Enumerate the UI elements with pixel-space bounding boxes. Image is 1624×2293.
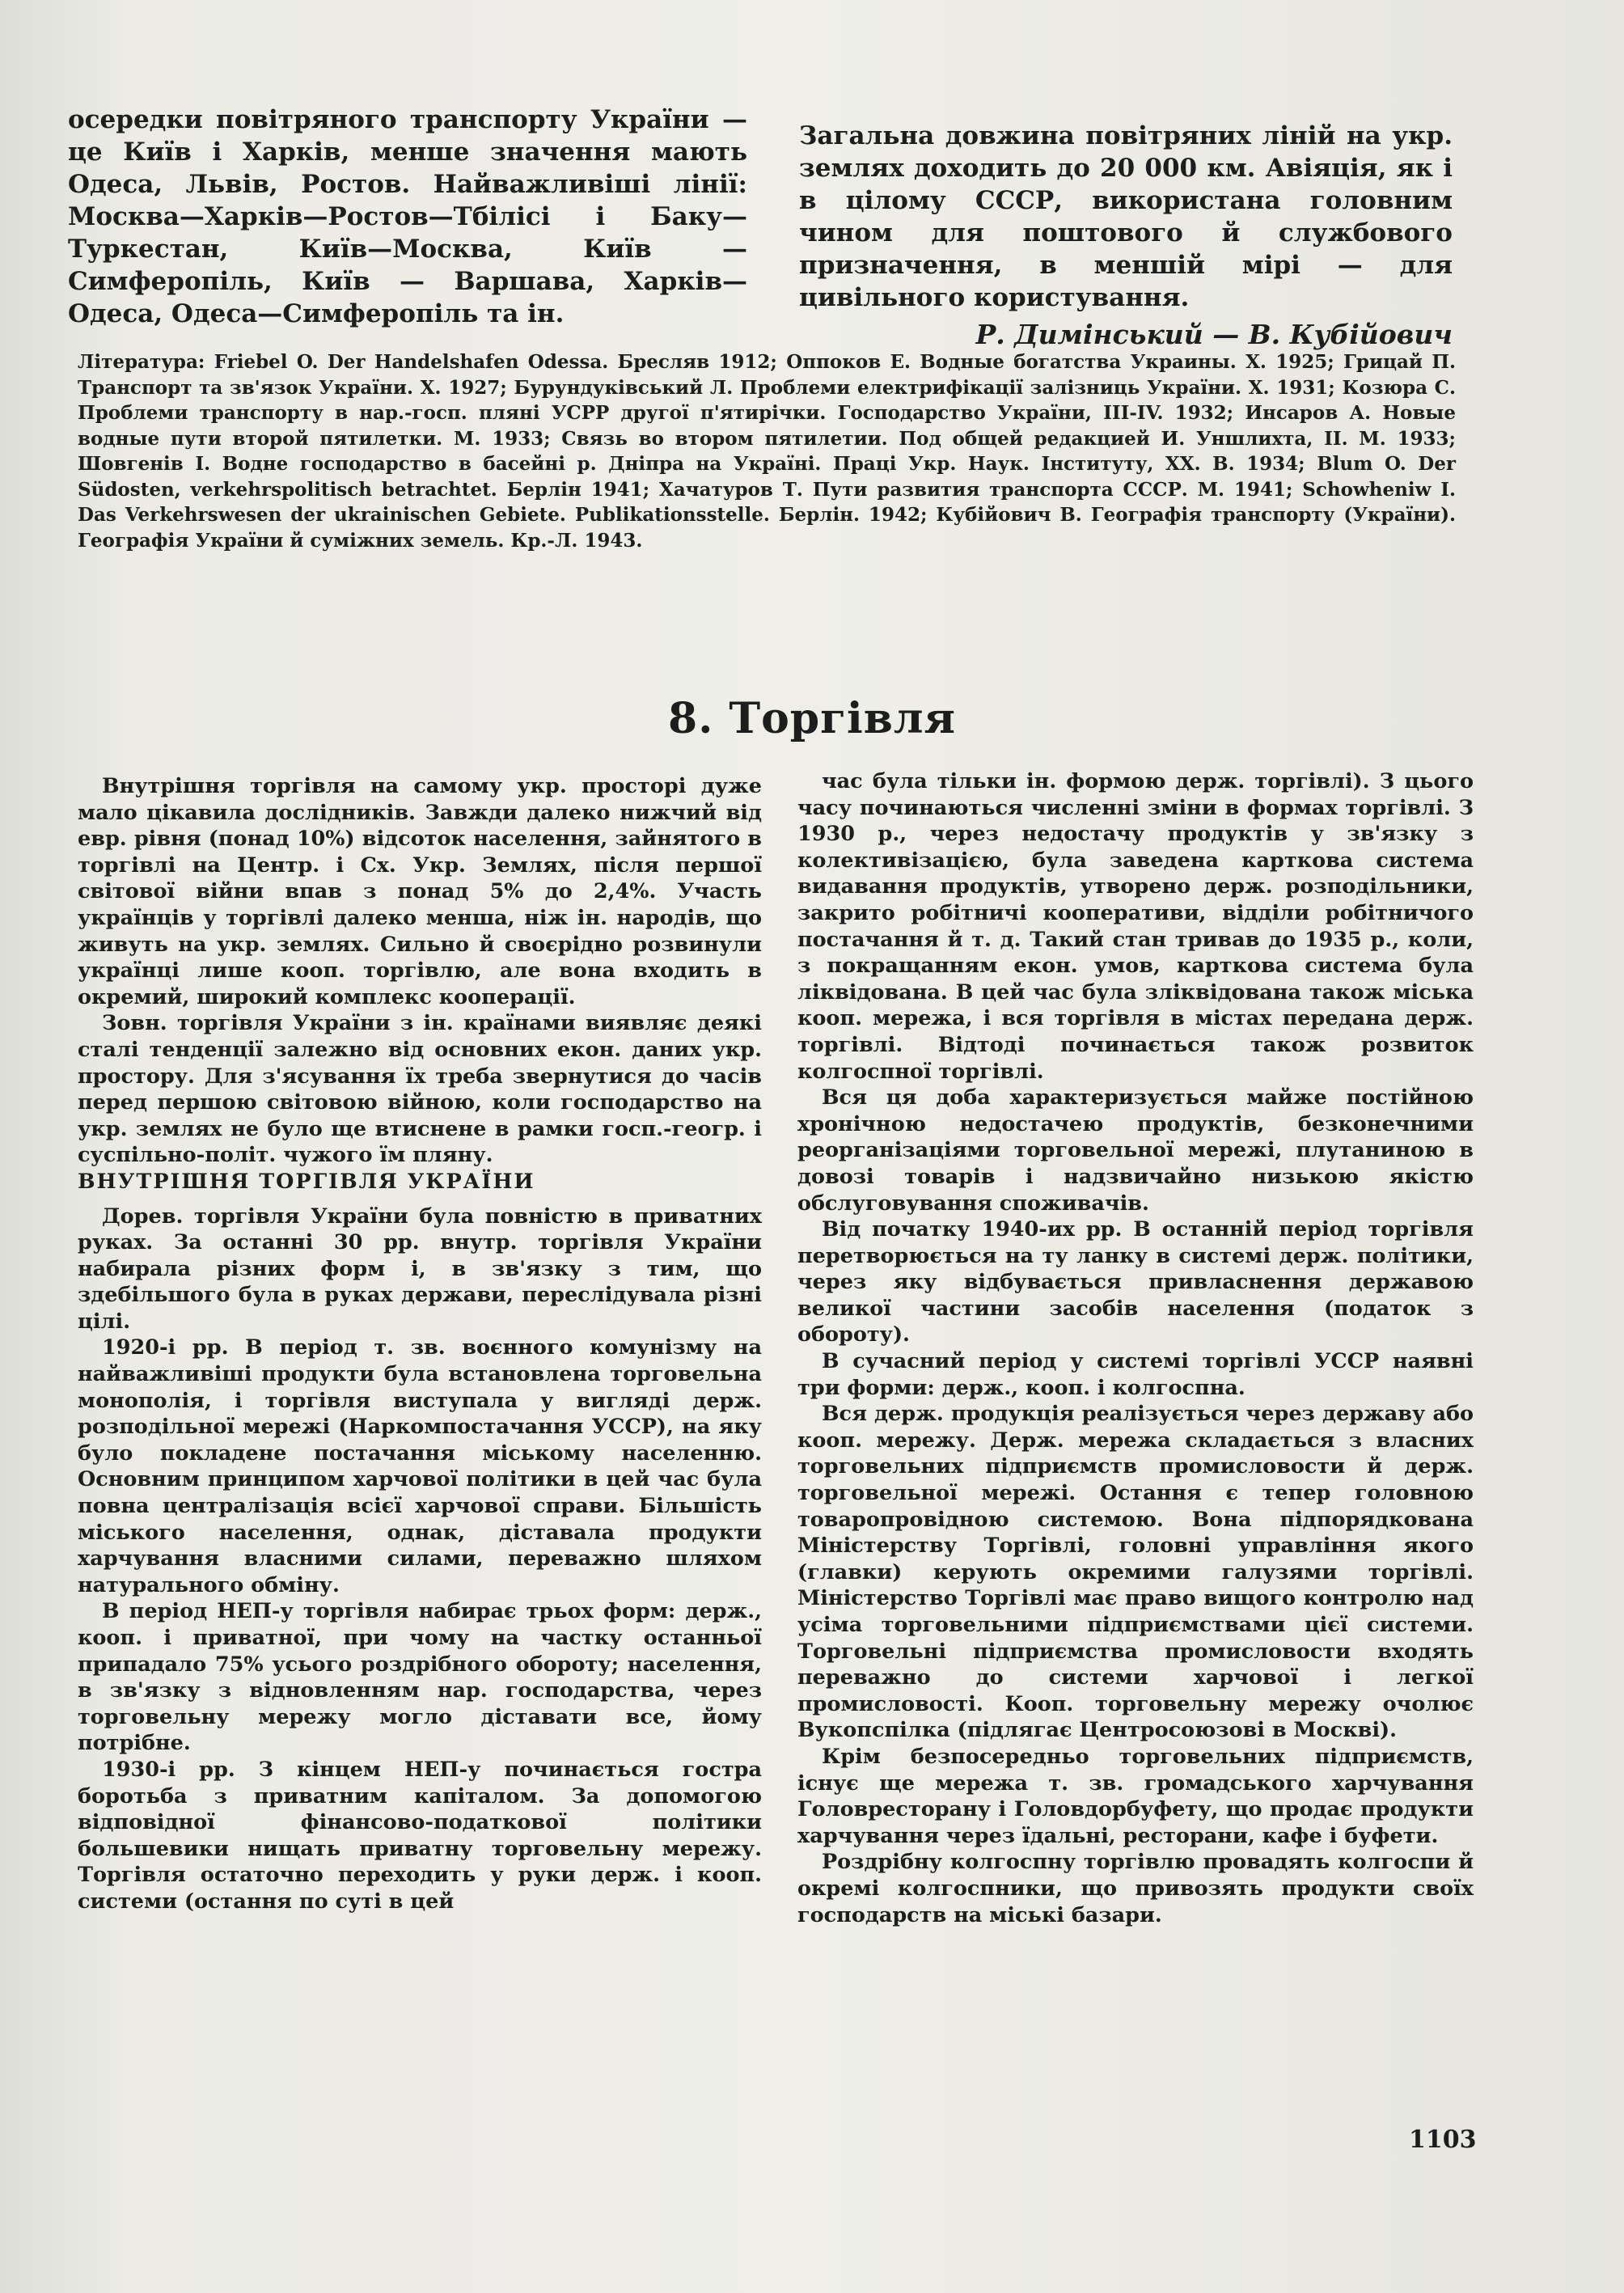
left-body-column	[78, 773, 762, 1915]
page-number: 1103	[1409, 2126, 1477, 2154]
paragraph: Дорев. торгівля України була повністю в приватних руках. За останні 30 рр. внутр. торгівля України набирала різних форм і, в зв'язку з тим, що здебільшого була в руках держави, переслідувала різні цілі.	[78, 1204, 762, 1334]
paragraph: час була тільки ін. формою держ. торгівлі). З цього часу починаються численні зміни в формах торгівлі. З 1930 р., через недостачу продуктів у зв'язку з колективізацією, була заведена карткова система видавання продуктів, утворено держ. розподільники, закрито робітничі кооперативи, відділи робітничого постачання й т. д. Такий стан тривав до 1935 р., коли, з покращанням екон. умов, карткова система була ліквідована. В цей час була зліквідована також міська кооп. мережа, і вся торгівля в містах передана держ. торгівлі. Відтоді починається також розвиток колгоспної торгівлі.	[797, 769, 1474, 1084]
paragraph: Роздрібну колгоспну торгівлю провадять колгоспи й окремі колгоспники, що привозять продукти своїх господарств на міські базари.	[797, 1850, 1474, 1927]
top-left-paragraph: осередки повітряного транспорту України — це Київ і Харків, менше значення мають Одеса, Львів, Ростов. Найважливіші лінії: Москва—Харків—Ростов—Тбілісі і Баку—Туркестан, Київ—Москва, Київ — Симферопіль, Київ — Варшава, Харків—Одеса, Одеса—Симферопіль та ін.	[68, 105, 747, 328]
top-left-column	[68, 104, 747, 330]
section-title: 8. Торгівля	[668, 694, 956, 743]
paragraph: В період НЕП-у торгівля набирає трьох форм: держ., кооп. і приватної, при чому на частку останньої припадало 75% усього роздрібного обороту; населення, в зв'язку з відновленням нар. господарства, через торговельну мережу могло діставати все, йому потрібне.	[78, 1599, 762, 1756]
paragraph: Внутрішня торгівля на самому укр. просторі дуже мало цікавила дослідників. Завжди далеко нижчий від евр. рівня (понад 10%) відсоток населення, зайнятого в торгівлі на Центр. і Сх. Укр. Землях, після першої світової війни впав з понад 5% до 2,4%. Участь українців у торгівлі далеко менша, ніж ін. народів, що живуть на укр. землях. Сильно й своєрідно розвинули українці лише кооп. торгівлю, але вона входить в окремий, широкий комплекс кооперації.	[78, 774, 762, 1009]
paragraph: Від початку 1940-их рр. В останній період торгівля перетворюється на ту ланку в системі держ. політики, через яку відбувається привласнення державою великої частини засобів населення (податок з обороту).	[797, 1217, 1474, 1347]
right-body-column	[797, 768, 1474, 1928]
paragraph: Вся ця доба характеризується майже постійною хронічною недостачею продуктів, безконечними реорганізаціями торговельної мережі, плутаниною в довозі товарів і надзвичайно низькою якістю обслуговування споживачів.	[797, 1085, 1474, 1216]
paragraph: В сучасний період у системі торгівлі УССР наявні три форми: держ., кооп. і колгоспна.	[797, 1349, 1474, 1400]
top-right-column	[799, 120, 1453, 350]
top-right-paragraph: Загальна довжина повітряних ліній на укр. землях доходить до 20 000 км. Авіяція, як і в цілому СССР, використана головним чином для поштового й службового призначення, в меншій мірі — для цивільного користування.	[799, 121, 1453, 312]
literature-list: Література: Friebel O. Der Handelshafen Odessa. Бресляв 1912; Оппоков Е. Водные богатства Украины. Х. 1925; Грицай П. Транспорт та зв'язок України. Х. 1927; Бурундуківський Л. Проблеми електрифікації залізниць України. Х. 1931; Козюра С. Проблеми транспорту в нар.-госп. пляні УСРР другої п'ятирічки. Господарство України, III-IV. 1932; Инсаров А. Новые водные пути второй пятилетки. М. 1933; Связь во втором пятилетии. Под общей редакцией И. Уншлихта, II. М. 1933; Шовгенів І. Водне господарство в басейні р. Дніпра на Україні. Праці Укр. Наук. Інституту, XX. В. 1934; Blum O. Der Südosten, verkehrspolitisch betrachtet. Берлін 1941; Хачатуров Т. Пути развития транспорта СССР. М. 1941; Schowheniw I. Das Verkehrswesen der ukrainischen Gebiete. Publikationsstelle. Берлін. 1942; Кубійович В. Географія транспорту (України). Географія України й суміжних земель. Кр.-Л. 1943.	[78, 351, 1456, 552]
paragraph: Вся держ. продукція реалізується через державу або кооп. мережу. Держ. мережа складається з власних торговельних підприємств промисловости й держ. торговельної мережі. Остання є тепер головною товаропровідною системою. Вона підпорядкована Міністерству Торгівлі, головні управління якого (главки) керують окремими галузями торгівлі. Міністерство Торгівлі має право вищого контролю над усіма торговельними підприємствами цієї системи. Торговельні підприємства промисловости входять переважно до системи харчової і легкої промисловості. Кооп. торговельну мережу очолює Вукопспілка (підлягає Центросоюзові в Москві).	[797, 1402, 1474, 1743]
paragraph: 1920-і рр. В період т. зв. воєнного комунізму на найважливіші продукти була встановлена торговельна монополія, і торгівля виступала у вигляді держ. розподільної мережі (Наркомпостачання УССР), на яку було покладене постачання міському населенню. Основним принципом харчової політики в цей час була повна централізація всієї харчової справи. Більшість міського населення, однак, діставала продукти харчування власними силами, переважно шляхом натурального обміну.	[78, 1335, 762, 1597]
paragraph: Крім безпосередньо торговельних підприємств, існує ще мережа т. зв. громадського харчування Головресторану і Головдорбуфету, що продає продукти харчування через їдальні, ресторани, кафе і буфети.	[797, 1744, 1474, 1848]
subheading: ВНУТРІШНЯ ТОРГІВЛЯ УКРАЇНИ	[78, 1169, 535, 1194]
authors-signature: Р. Димінський — В. Кубійович	[975, 319, 1453, 350]
paragraph: 1930-і рр. З кінцем НЕП-у починається гостра боротьба з приватним капіталом. За допомогою відповідної фінансово-податкової політики большевики нищать приватну торговельну мережу. Торгівля остаточно переходить у руки держ. і кооп. системи (остання по суті в цей	[78, 1757, 762, 1914]
paragraph: Зовн. торгівля України з ін. країнами виявляє деякі сталі тенденції залежно від основних екон. даних укр. простору. Для з'ясування їх треба звернутися до часів перед першою світовою війною, коли господарство на укр. землях не було ще втиснене в рамки госп.-геогр. і суспільно-політ. чужого їм пляну.	[78, 1011, 762, 1168]
